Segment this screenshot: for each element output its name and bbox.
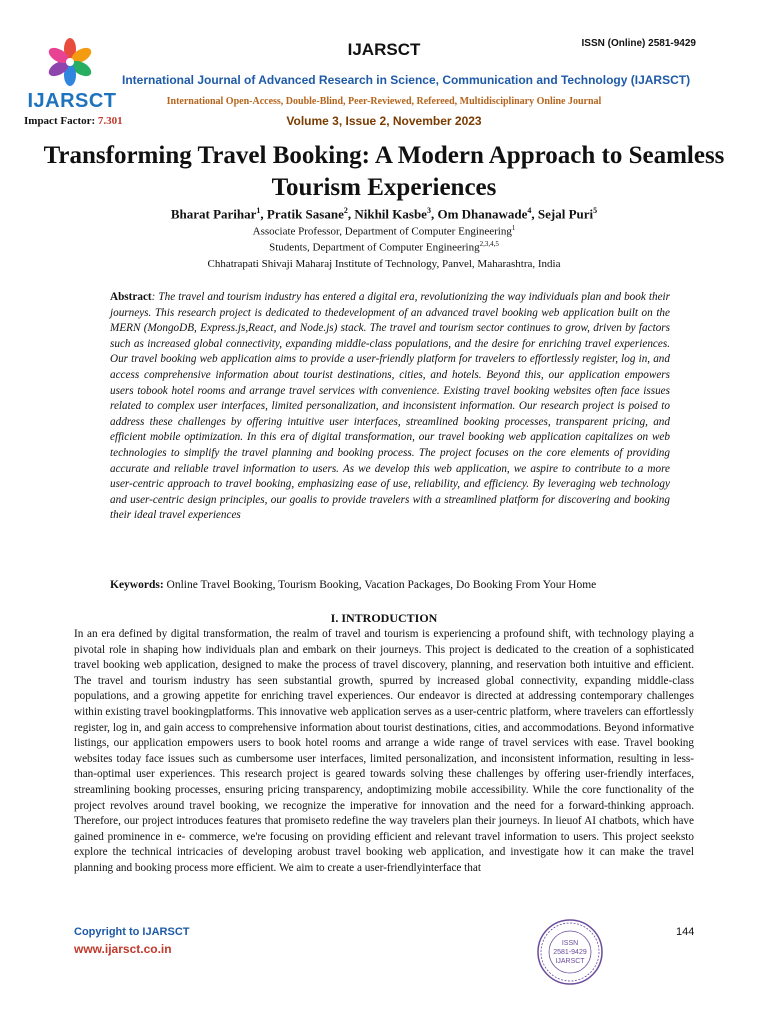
author: Om Dhanawade <box>437 206 528 222</box>
institution: Chhatrapati Shivaji Maharaj Institute of Technology, Panvel, Maharashtra, India <box>207 258 561 270</box>
keywords-label: Keywords: <box>110 579 164 591</box>
seal-line3: IJARSCT <box>555 958 585 965</box>
abstract-text: : The travel and tourism industry has entered a digital era, revolutionizing the way individuals plan and book their journeys. This research project is dedicated to thedevelopment of an advanced travel booking web application built on the MERN (MongoDB, Express.js,React, and Node.js) stack. The travel and tourism sector continues to grow, driven by factors such as increased global connectivity, expanding middle-class populations, and the desire for enriching travel experiences. Our travel booking web application aims to provide a user-friendly platform for travelers to effortlessly register, log in, and access comprehensive information about tourist destinations, cities, and hotels. Beyond this, our application empowers users tobook hotel rooms and arrange travel services with convenience. Existing travel booking websites often face issues related to complex user interfaces, limited personalization, and inconsistent information. Our research project is poised to address these challenges by offering intuitive user interfaces, streamlined booking processes, transparent pricing, and efficient mobile optimization. In this era of digital transformation, our travel booking web application capitalizes on web technologies to simplify the travel planning and booking process. The project focuses on the core elements of providing accurate and reliable travel information to users. As we develop this web application, we aspire to contribute to a more user-centric approach to travel booking, emphasizing ease of use, reliability, and efficiency. By leveraging web technology and user-centric design principles, our goalis to provide travelers with a streamlined platform for discovering and booking their ideal travel experiences <box>110 291 670 522</box>
impact-label: Impact Factor: <box>24 115 96 127</box>
paper-title: Transforming Travel Booking: A Modern Approach to Seamless Tourism Experiences <box>43 142 725 201</box>
journal-short-name: IJARSCT <box>347 40 421 59</box>
impact-value: 7.301 <box>97 115 123 127</box>
abstract-label: Abstract <box>110 291 152 303</box>
seal-line2: 2581-9429 <box>553 949 587 956</box>
issn: ISSN (Online) 2581-9429 <box>581 38 696 49</box>
author: Nikhil Kasbe <box>354 206 427 222</box>
affiliation-1: Associate Professor, Department of Computer Engineering$^1$ <box>252 224 516 238</box>
section-heading: I. INTRODUCTION <box>330 611 438 625</box>
affiliation-2: Students, Department of Computer Engineering$^{2,3,4,5}$ <box>269 240 499 254</box>
journal-tagline: International Open-Access, Double-Blind, Peer-Reviewed, Refereed, Multidisciplinary Online Journal <box>166 96 602 107</box>
author-list: Bharat Parihar$^1$, Pratik Sasane$^2$, Nikhil Kasbe$^3$, Om Dhanawade$^4$, Sejal Puri$^5$ <box>170 206 598 222</box>
journal-url[interactable]: www.ijarsct.co.in <box>74 942 172 956</box>
volume-issue: Volume 3, Issue 2, November 2023 <box>286 114 482 128</box>
issn-seal-icon <box>536 918 604 986</box>
author: Bharat Parihar <box>170 206 257 222</box>
author: Sejal Puri <box>537 206 594 222</box>
journal-full-name: International Journal of Advanced Research in Science, Communication and Technology (IJARSCT) <box>122 73 691 87</box>
copyright: Copyright to IJARSCT <box>74 926 190 938</box>
page-number: 144 <box>676 926 695 938</box>
introduction-text: In an era defined by digital transformation, the realm of travel and tourism is experiencing a profound shift, with technology playing a pivotal role in shaping how individuals plan and embark on their journeys. This project is dedicated to the creation of a sophisticated travel booking web application, designed to make the process of travel discovery, planning, and reservation both intuitive and efficient. The travel and tourism industry has seen substantial growth, spurred by increased global connectivity, expanding middle-class populations, and a growing appetite for enriching travel experiences. Our endeavor is directed at addressing contemporary challenges within existing travel bookingplatforms. This innovative web application serves as a user-centric platform, where travelers can effortlessly register, log in, and gain access to comprehensive information about tourist destinations, cities, and accommodations. Beyond informative listings, our application empowers users to book hotel rooms and arrange a wide range of travel services with ease. Travel booking websites today face issues such as cumbersome user interfaces, limited personalization, and inconsistent information, resulting in less-than-optimal user experiences. This research project is geared towards solving these challenges by offering user-friendly interfaces, streamlining booking processes, ensuring pricing transparency, andoptimizing mobile accessibility. While the core functionality of the project revolves around travel booking, we recognize the imperative for innovation and the need for a forward-thinking approach. Therefore, our project introduces features that promiseto redefine the way travelers plan their journeys. In lieuof AI chatbots, which have gained prominence in e- commerce, we're focusing on providing efficient and relevant travel information to users. This project seeksto explore the technical intricacies of developing arobust travel booking web application, and investigate how it can make the travel planning and booking process more efficient. We aim to create a user-friendlyinterface that <box>74 628 694 874</box>
keywords-text: Online Travel Booking, Tourism Booking, Vacation Packages, Do Booking From Your Home <box>163 579 597 591</box>
seal-line1: ISSN <box>561 940 579 947</box>
keywords <box>110 579 690 591</box>
logo-text: IJARSCT <box>27 90 117 112</box>
author: Pratik Sasane <box>266 206 344 222</box>
abstract <box>110 290 670 524</box>
